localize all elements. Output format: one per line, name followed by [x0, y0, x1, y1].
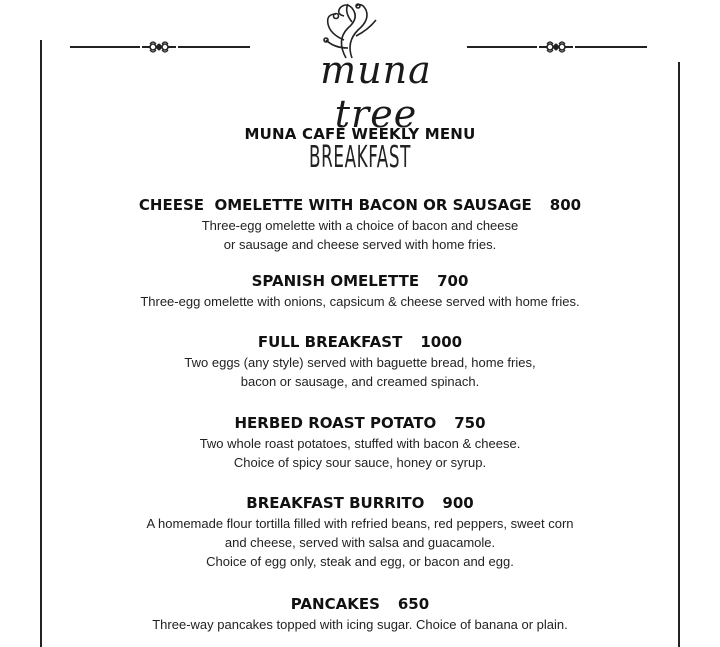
menu-item — [0, 493, 720, 571]
menu-item-price: 750 — [454, 414, 486, 432]
top-rule-right-outer — [575, 46, 647, 48]
menu-item-description — [0, 615, 720, 634]
menu-item-title — [0, 594, 720, 614]
menu-item-price: 900 — [442, 494, 474, 512]
description-line: Two eggs (any style) served with baguette bread, home fries, — [184, 355, 536, 370]
menu-item — [0, 594, 720, 634]
menu-item-name: PANCAKES — [290, 595, 380, 613]
description-line: Three-egg omelette with onions, capsicum & cheese served with home fries. — [140, 294, 580, 309]
menu-title: MUNA CAFÉ WEEKLY MENU — [244, 125, 476, 143]
menu-item-name: SPANISH OMELETTE — [251, 272, 420, 290]
ornament-left-icon — [140, 36, 178, 58]
brand-logo — [286, 0, 466, 136]
description-line: and cheese, served with salsa and guacamole. — [224, 535, 496, 550]
description-line: Three-egg omelette with a choice of bacon and cheese — [201, 218, 519, 233]
menu-item-price: 650 — [397, 595, 430, 613]
menu-item-description — [0, 292, 720, 311]
top-rule-right-inner — [467, 46, 537, 48]
description-line: A homemade flour tortilla filled with refried beans, red peppers, sweet corn — [146, 516, 574, 531]
ornament-right-icon — [537, 36, 575, 58]
menu-item — [0, 271, 720, 311]
menu-item-name: BREAKFAST BURRITO — [246, 494, 425, 512]
menu-item-description — [0, 216, 720, 254]
menu-item-name: CHEESE OMELETTE WITH BACON OR SAUSAGE — [138, 196, 532, 214]
menu-item-name: FULL BREAKFAST — [257, 333, 403, 351]
brand-logo-text: muna tree — [320, 48, 432, 136]
menu-item — [0, 332, 720, 391]
menu-item-title — [0, 195, 720, 215]
menu-item-description — [0, 514, 720, 571]
menu-item — [0, 195, 720, 254]
menu-item-price: 700 — [437, 272, 469, 290]
section-title-breakfast: BREAKFAST — [309, 140, 411, 175]
description-line: Choice of spicy sour sauce, honey or syrup. — [233, 455, 487, 470]
description-line: Two whole roast potatoes, stuffed with bacon & cheese. — [199, 436, 521, 451]
menu-item-title — [0, 332, 720, 352]
menu-item-price: 1000 — [420, 333, 463, 351]
menu-item-description — [0, 353, 720, 391]
menu-item-name: HERBED ROAST POTATO — [234, 414, 437, 432]
menu-item-title — [0, 271, 720, 291]
menu-item-title — [0, 413, 720, 433]
description-line: or sausage and cheese served with home fries. — [223, 237, 497, 252]
menu-item-price: 800 — [549, 196, 582, 214]
description-line: Three-way pancakes topped with icing sugar. Choice of banana or plain. — [152, 617, 568, 632]
description-line: bacon or sausage, and creamed spinach. — [240, 374, 480, 389]
menu-item — [0, 413, 720, 472]
top-rule-left-outer — [70, 46, 140, 48]
menu-item-title — [0, 493, 720, 513]
top-rule-left-inner — [178, 46, 250, 48]
description-line: Choice of egg only, steak and egg, or bacon and egg. — [206, 554, 514, 569]
menu-item-description — [0, 434, 720, 472]
